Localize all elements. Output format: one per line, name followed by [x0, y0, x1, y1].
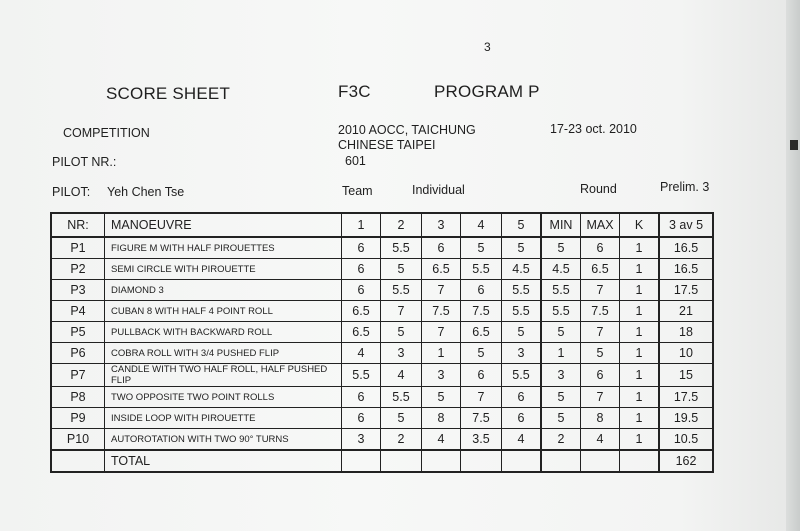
judge-score-4: 6.5	[461, 322, 502, 343]
judge-score-4: 7.5	[461, 408, 502, 429]
column-header: NR:	[51, 213, 105, 237]
sheet-title: SCORE SHEET	[106, 84, 231, 103]
max-score: 7	[581, 387, 620, 408]
min-score: 4.5	[541, 259, 581, 280]
judge-score-1: 3	[342, 429, 381, 451]
judge-score-2: 2	[381, 429, 422, 451]
min-score: 5.5	[541, 280, 581, 301]
judge-score-4: 5	[461, 343, 502, 364]
max-score: 4	[581, 429, 620, 451]
column-header: MIN	[541, 213, 581, 237]
max-score: 6	[581, 364, 620, 387]
manoeuvre-number: P7	[51, 364, 105, 387]
column-header: MAX	[581, 213, 620, 237]
column-header: 2	[381, 213, 422, 237]
manoeuvre-number: P6	[51, 343, 105, 364]
k-factor: 1	[620, 387, 660, 408]
judge-score-3: 5	[422, 387, 461, 408]
judge-score-3: 6	[422, 237, 461, 259]
min-score: 5	[541, 237, 581, 259]
judge-score-2: 7	[381, 301, 422, 322]
manoeuvre-name: CANDLE WITH TWO HALF ROLL, HALF PUSHED FLIP	[105, 364, 342, 387]
manoeuvre-number: P1	[51, 237, 105, 259]
judge-score-3: 7.5	[422, 301, 461, 322]
k-factor: 1	[620, 429, 660, 451]
table-row	[51, 259, 713, 280]
judge-score-2: 4	[381, 364, 422, 387]
three-of-five-score: 16.5	[659, 259, 713, 280]
max-score: 6.5	[581, 259, 620, 280]
judge-score-1: 6.5	[342, 301, 381, 322]
k-factor: 1	[620, 408, 660, 429]
manoeuvre-name: INSIDE LOOP WITH PIROUETTE	[105, 408, 342, 429]
judge-score-3: 7	[422, 280, 461, 301]
page-number: 3	[484, 40, 491, 54]
min-score: 5	[541, 322, 581, 343]
judge-score-2: 5.5	[381, 280, 422, 301]
k-factor: 1	[620, 259, 660, 280]
judge-score-5: 5.5	[502, 280, 542, 301]
pilot-label: PILOT:	[52, 185, 91, 199]
manoeuvre-name: DIAMOND 3	[105, 280, 342, 301]
score-table	[50, 212, 714, 473]
judge-score-1: 6	[342, 280, 381, 301]
total-value: 162	[659, 450, 713, 472]
program-label: PROGRAM P	[434, 82, 540, 101]
judge-score-4: 5.5	[461, 259, 502, 280]
max-score: 7	[581, 280, 620, 301]
min-score: 5	[541, 387, 581, 408]
judge-score-1: 6	[342, 259, 381, 280]
manoeuvre-name: SEMI CIRCLE WITH PIROUETTE	[105, 259, 342, 280]
judge-score-4: 3.5	[461, 429, 502, 451]
team-value: Individual	[412, 183, 465, 197]
judge-score-5: 3	[502, 343, 542, 364]
judge-score-2: 5.5	[381, 387, 422, 408]
manoeuvre-name: AUTOROTATION WITH TWO 90° TURNS	[105, 429, 342, 451]
competition-dates: 17-23 oct. 2010	[550, 122, 637, 136]
table-header-row	[51, 213, 713, 237]
pilot-nr-value: 601	[345, 154, 366, 168]
table-row	[51, 280, 713, 301]
pilot-nr-label: PILOT NR.:	[52, 155, 117, 169]
judge-score-5: 6	[502, 408, 542, 429]
table-row	[51, 429, 713, 451]
judge-score-1: 6	[342, 408, 381, 429]
judge-score-5: 5.5	[502, 364, 542, 387]
team-label: Team	[342, 184, 373, 198]
three-of-five-score: 17.5	[659, 280, 713, 301]
column-header: 4	[461, 213, 502, 237]
judge-score-3: 8	[422, 408, 461, 429]
judge-score-4: 7	[461, 387, 502, 408]
min-score: 2	[541, 429, 581, 451]
k-factor: 1	[620, 237, 660, 259]
table-row	[51, 343, 713, 364]
judge-score-2: 3	[381, 343, 422, 364]
round-label: Round	[580, 182, 617, 196]
k-factor: 1	[620, 343, 660, 364]
judge-score-2: 5	[381, 259, 422, 280]
max-score: 7.5	[581, 301, 620, 322]
judge-score-4: 5	[461, 237, 502, 259]
k-factor: 1	[620, 364, 660, 387]
max-score: 5	[581, 343, 620, 364]
pilot-name: Yeh Chen Tse	[107, 185, 185, 199]
min-score: 1	[541, 343, 581, 364]
judge-score-1: 6.5	[342, 322, 381, 343]
manoeuvre-name: CUBAN 8 WITH HALF 4 POINT ROLL	[105, 301, 342, 322]
edge-mark	[790, 140, 798, 150]
competition-name: 2010 AOCC, TAICHUNG	[338, 123, 476, 137]
judge-score-1: 4	[342, 343, 381, 364]
max-score: 8	[581, 408, 620, 429]
min-score: 5	[541, 408, 581, 429]
judge-score-1: 6	[342, 387, 381, 408]
judge-score-4: 6	[461, 364, 502, 387]
competition-country: CHINESE TAIPEI	[338, 138, 436, 152]
max-score: 7	[581, 322, 620, 343]
manoeuvre-number: P4	[51, 301, 105, 322]
max-score: 6	[581, 237, 620, 259]
column-header: MANOEUVRE	[105, 213, 342, 237]
three-of-five-score: 19.5	[659, 408, 713, 429]
column-header: 5	[502, 213, 542, 237]
table-row	[51, 408, 713, 429]
judge-score-4: 7.5	[461, 301, 502, 322]
table-row	[51, 387, 713, 408]
total-label: TOTAL	[105, 450, 342, 472]
column-header: 3	[422, 213, 461, 237]
three-of-five-score: 15	[659, 364, 713, 387]
k-factor: 1	[620, 280, 660, 301]
manoeuvre-number: P3	[51, 280, 105, 301]
three-of-five-score: 10	[659, 343, 713, 364]
three-of-five-score: 16.5	[659, 237, 713, 259]
column-header: 1	[342, 213, 381, 237]
judge-score-2: 5.5	[381, 237, 422, 259]
judge-score-3: 4	[422, 429, 461, 451]
judge-score-5: 5	[502, 322, 542, 343]
table-row	[51, 364, 713, 387]
competition-label: COMPETITION	[63, 126, 150, 140]
manoeuvre-name: FIGURE M WITH HALF PIROUETTES	[105, 237, 342, 259]
judge-score-5: 4	[502, 429, 542, 451]
judge-score-5: 5.5	[502, 301, 542, 322]
total-row	[51, 450, 713, 472]
k-factor: 1	[620, 322, 660, 343]
three-of-five-score: 10.5	[659, 429, 713, 451]
judge-score-4: 6	[461, 280, 502, 301]
three-of-five-score: 18	[659, 322, 713, 343]
judge-score-3: 1	[422, 343, 461, 364]
judge-score-3: 3	[422, 364, 461, 387]
column-header: 3 av 5	[659, 213, 713, 237]
round-value: Prelim. 3	[660, 180, 710, 194]
judge-score-2: 5	[381, 408, 422, 429]
class-label: F3C	[338, 82, 371, 101]
manoeuvre-number: P10	[51, 429, 105, 451]
table-row	[51, 322, 713, 343]
three-of-five-score: 17.5	[659, 387, 713, 408]
three-of-five-score: 21	[659, 301, 713, 322]
manoeuvre-name: COBRA ROLL WITH 3/4 PUSHED FLIP	[105, 343, 342, 364]
judge-score-1: 6	[342, 237, 381, 259]
judge-score-1: 5.5	[342, 364, 381, 387]
judge-score-5: 5	[502, 237, 542, 259]
manoeuvre-number: P8	[51, 387, 105, 408]
manoeuvre-number: P2	[51, 259, 105, 280]
table-row	[51, 301, 713, 322]
judge-score-5: 6	[502, 387, 542, 408]
judge-score-2: 5	[381, 322, 422, 343]
min-score: 3	[541, 364, 581, 387]
k-factor: 1	[620, 301, 660, 322]
judge-score-3: 7	[422, 322, 461, 343]
page-edge	[786, 0, 800, 531]
min-score: 5.5	[541, 301, 581, 322]
judge-score-3: 6.5	[422, 259, 461, 280]
manoeuvre-number: P5	[51, 322, 105, 343]
manoeuvre-name: PULLBACK WITH BACKWARD ROLL	[105, 322, 342, 343]
judge-score-5: 4.5	[502, 259, 542, 280]
column-header: K	[620, 213, 660, 237]
table-row	[51, 237, 713, 259]
manoeuvre-name: TWO OPPOSITE TWO POINT ROLLS	[105, 387, 342, 408]
manoeuvre-number: P9	[51, 408, 105, 429]
